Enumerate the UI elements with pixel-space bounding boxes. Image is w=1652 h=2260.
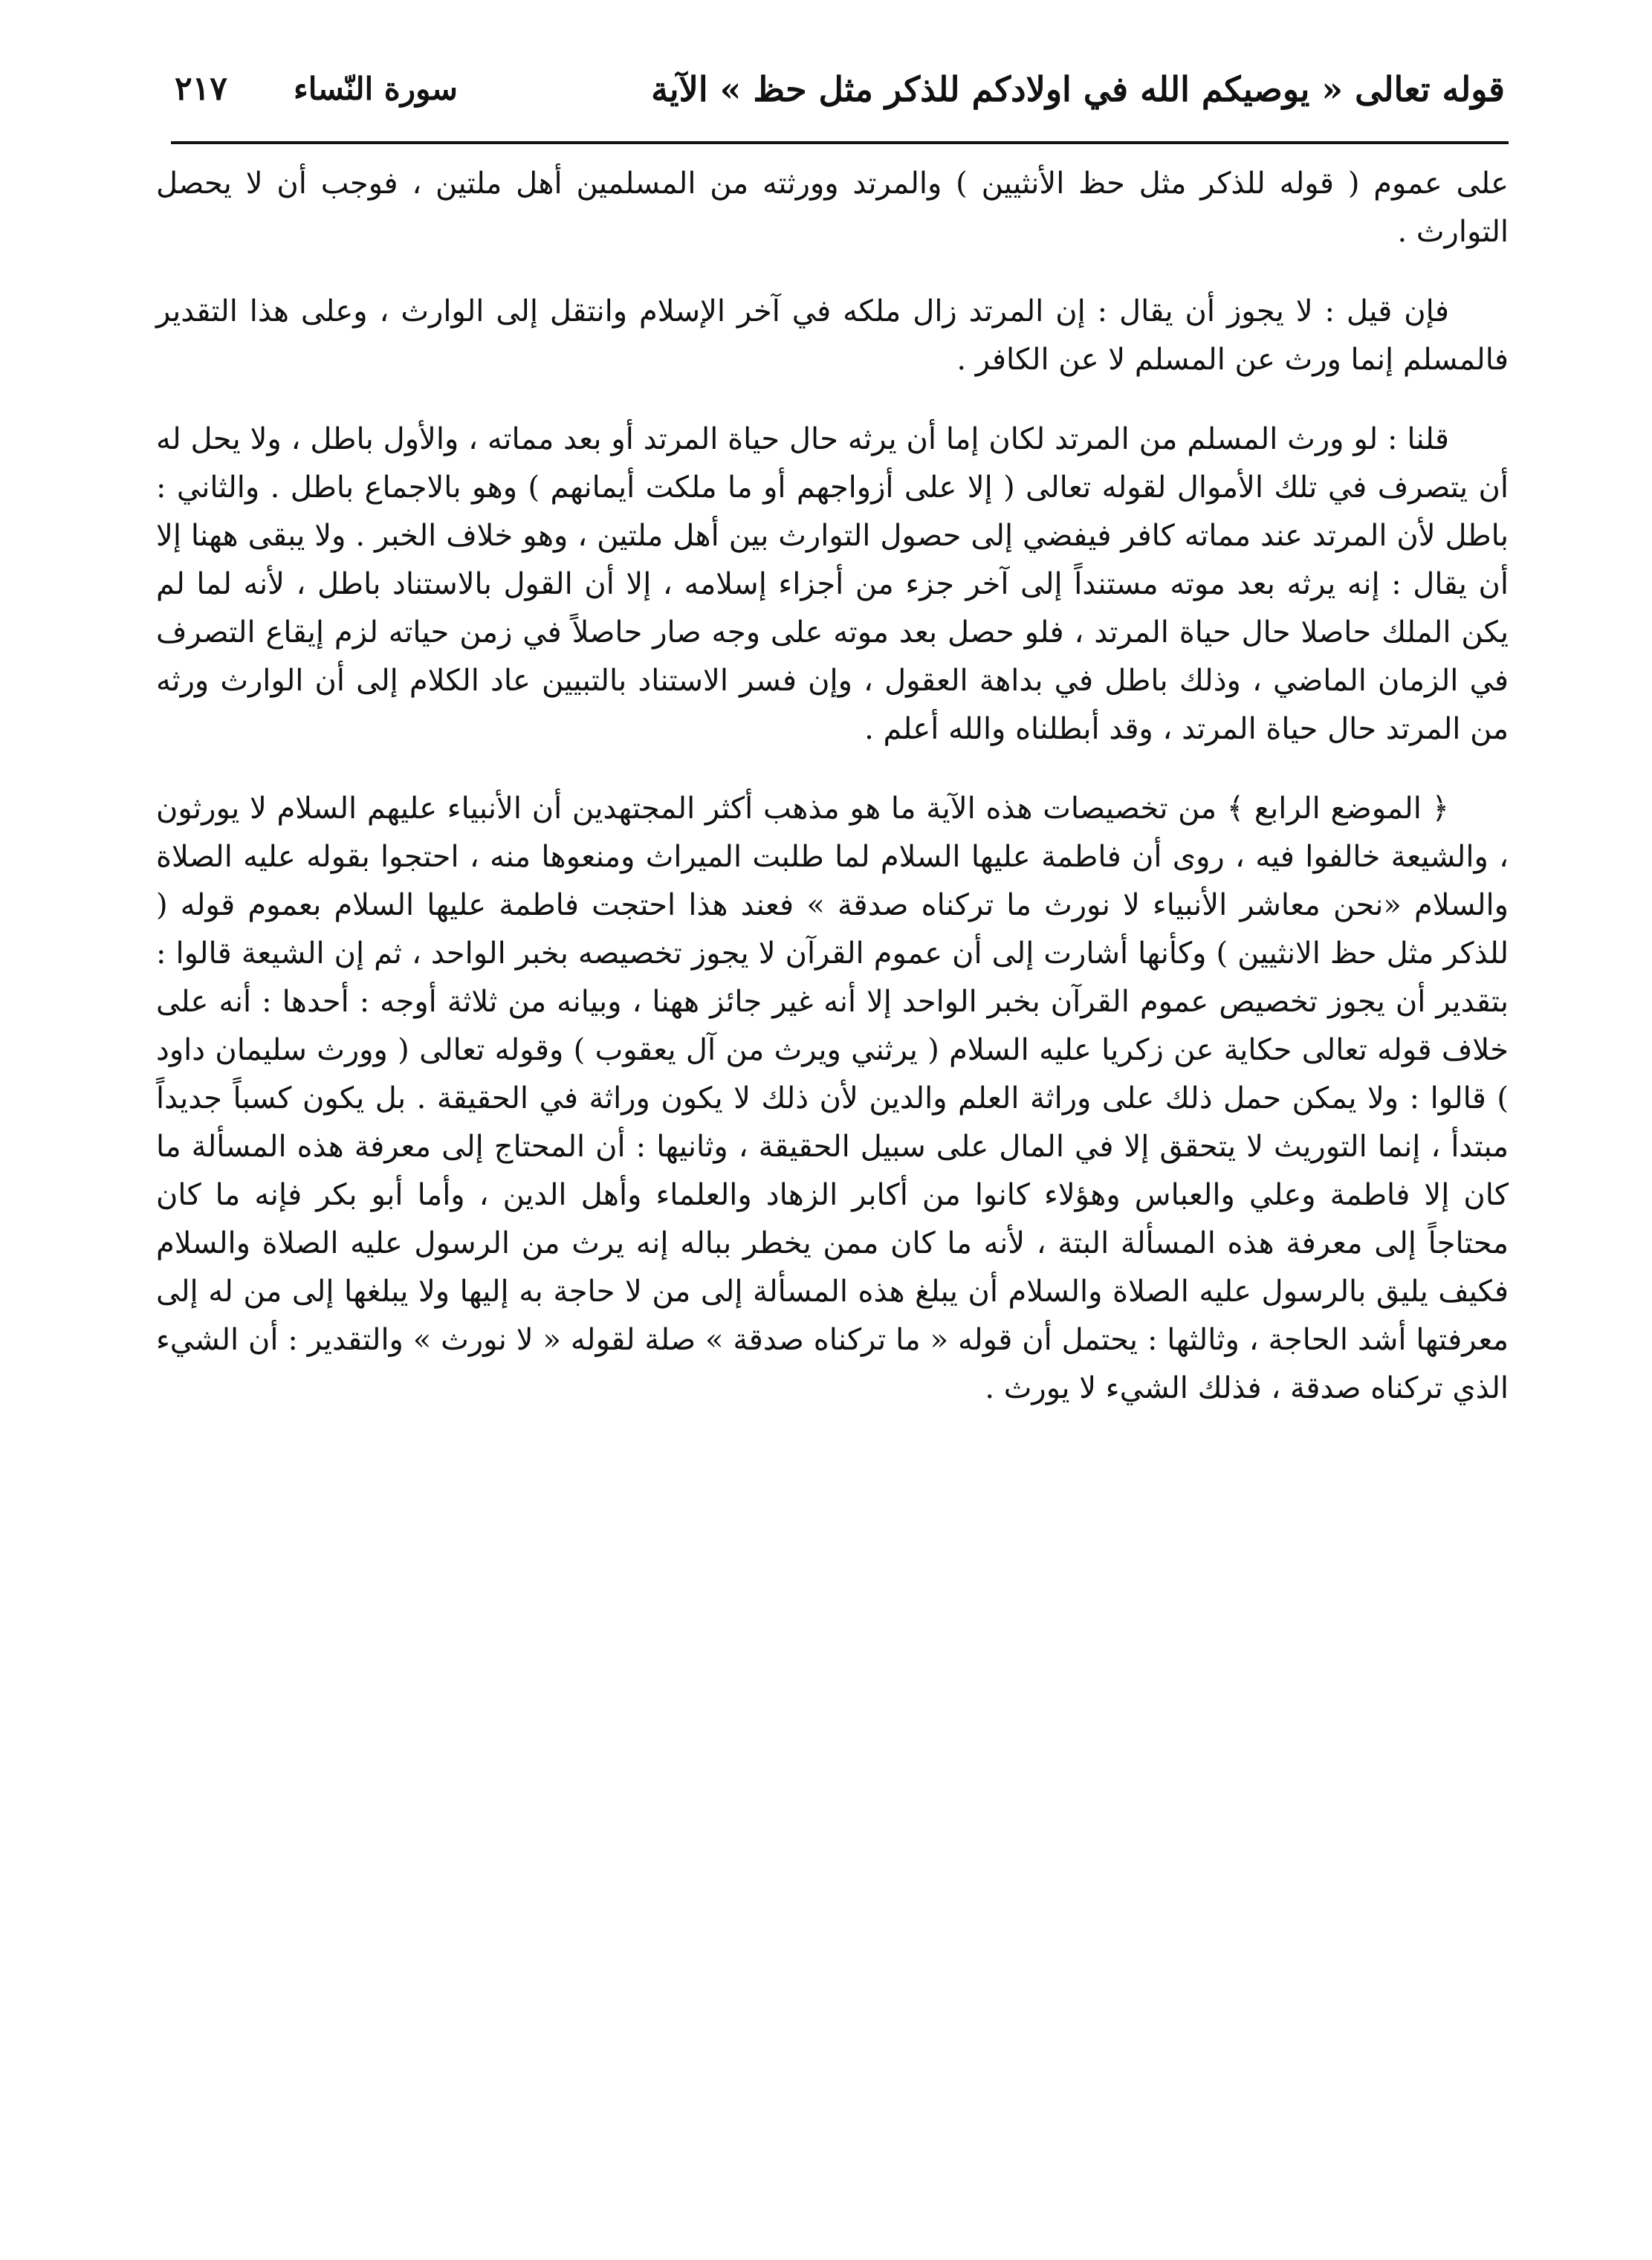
body-text	[156, 160, 1509, 1444]
running-header	[167, 52, 1505, 126]
paragraph-fourth-case: ﴿ الموضع الرابع ﴾ من تخصيصات هذه الآية ما هو مذهب أكثر المجتهدين أن الأنبياء عليهم السلام لا يورثون ، والشيعة خالفوا فيه ، روى أن فاطمة عليها السلام لما طلبت الميراث ومنعوها منه ، احتجوا بقوله عليه الصلاة والسلام «نحن معاشر الأنبياء لا نورث ما تركناه صدقة » فعند هذا احتجت فاطمة عليها السلام بعموم قوله ( للذكر مثل حظ الانثيين ) وكأنها أشارت إلى أن عموم القرآن لا يجوز تخصيصه بخبر الواحد ، ثم إن الشيعة قالوا : بتقدير أن يجوز تخصيص عموم القرآن بخبر الواحد إلا أنه غير جائز ههنا ، وبيانه من ثلاثة أوجه : أحدها : أنه على خلاف قوله تعالى حكاية عن زكريا عليه السلام ( يرثني ويرث من آل يعقوب ) وقوله تعالى ( وورث سليمان داود ) قالوا : ولا يمكن حمل ذلك على وراثة العلم والدين لأن ذلك لا يكون وراثة في الحقيقة . بل يكون كسباً جديداً مبتدأ ، إنما التوريث لا يتحقق إلا في المال على سبيل الحقيقة ، وثانيها : أن المحتاج إلى معرفة هذه المسألة ما كان إلا فاطمة وعلي والعباس وهؤلاء كانوا من أكابر الزهاد والعلماء وأهل الدين ، وأما أبو بكر فإنه ما كان محتاجاً إلى معرفة هذه المسألة البتة ، لأنه ما كان ممن يخطر بباله إنه يرث من الرسول عليه الصلاة والسلام فكيف يليق بالرسول عليه الصلاة والسلام أن يبلغ هذه المسألة إلى من لا حاجة به إليها ولا يبلغها إلى من له إلى معرفتها أشد الحاجة ، وثالثها : يحتمل أن قوله « ما تركناه صدقة » صلة لقوله « لا نورث » والتقدير : أن الشيء الذي تركناه صدقة ، فذلك الشيء لا يورث .	[156, 791, 1509, 1405]
paragraph-reply: قلنا : لو ورث المسلم من المرتد لكان إما أن يرثه حال حياة المرتد أو بعد مماته ، والأول باطل ، ولا يحل له أن يتصرف في تلك الأموال لقوله تعالى ( إلا على أزواجهم أو ما ملكت أيمانهم ) وهو بالاجماع باطل . والثاني : باطل لأن المرتد عند مماته كافر فيفضي إلى حصول التوارث بين أهل ملتين ، وهو خلاف الخبر . ولا يبقى ههنا إلا أن يقال : إنه يرثه بعد موته مستنداً إلى آخر جزء من أجزاء إسلامه ، إلا أن القول بالاستناد باطل ، لأنه لما لم يكن الملك حاصلا حال حياة المرتد ، فلو حصل بعد موته على وجه صار حاصلاً في زمن حياته لزم إيقاع التصرف في الزمان الماضي ، وذلك باطل في بداهة العقول ، وإن فسر الاستناد بالتبيين عاد الكلام إلى أن الوارث ورثه من المرتد حال حياة المرتد ، وقد أبطلناه والله أعلم .	[156, 422, 1509, 746]
page-number: ٢١٧	[175, 70, 227, 108]
surah-name: سورة النّساء	[294, 71, 458, 107]
paragraph-continuation: على عموم ( قوله للذكر مثل حظ الأنثيين ) والمرتد وورثته من المسلمين أهل ملتين ، فوجب أن لا يحصل التوارث .	[156, 166, 1509, 249]
header-title: قوله تعالى « يوصيكم الله في اولادكم للذكر مثل حظ » الآية	[651, 69, 1505, 109]
paragraph-objection: فإن قيل : لا يجوز أن يقال : إن المرتد زال ملكه في آخر الإسلام وانتقل إلى الوارث ، وعلى هذا التقدير فالمسلم إنما ورث عن المسلم لا عن الكافر .	[156, 294, 1509, 377]
header-divider	[171, 141, 1509, 144]
